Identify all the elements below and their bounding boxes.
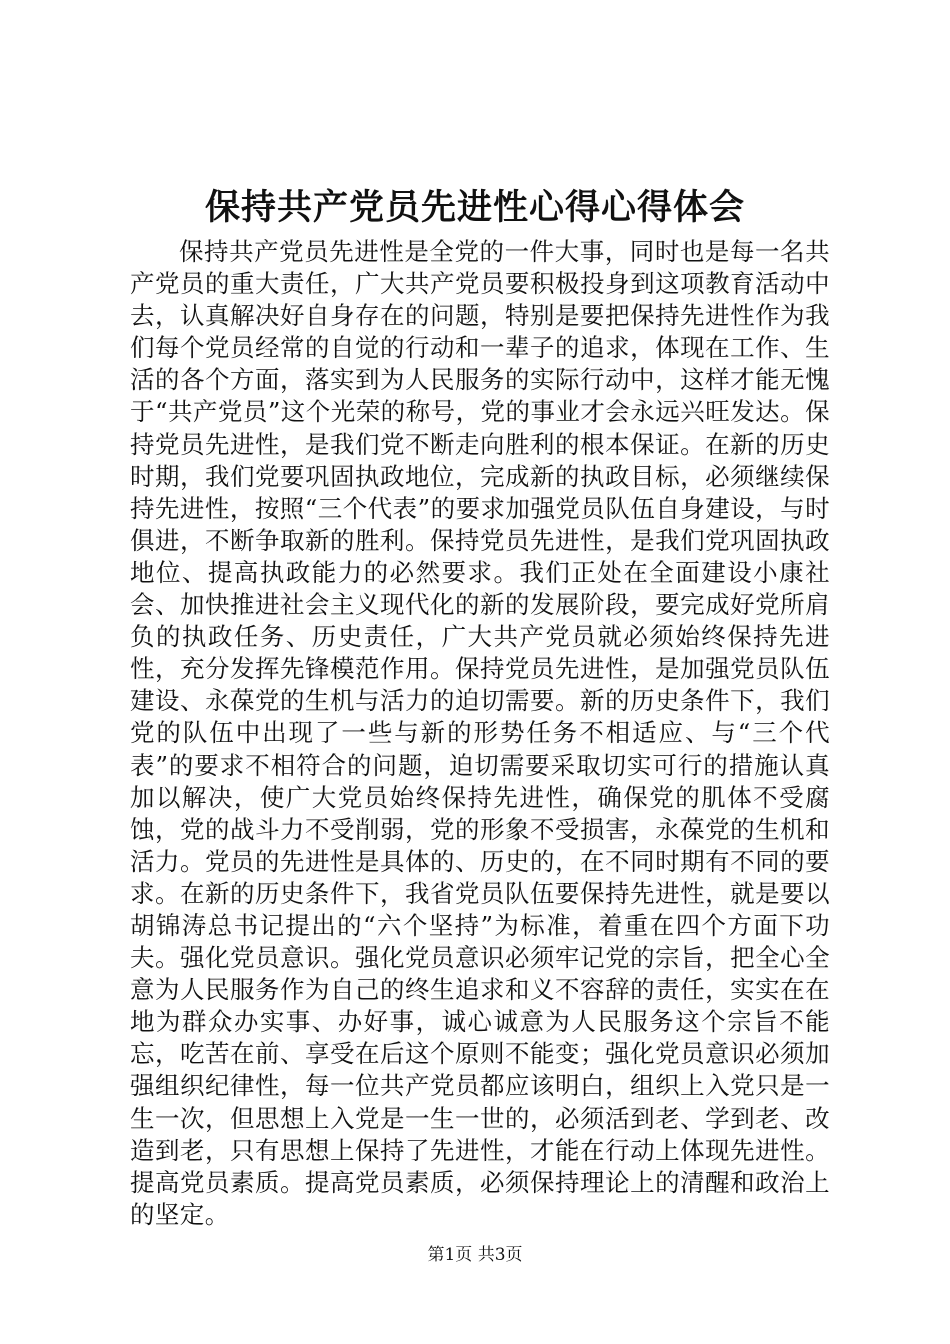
page-number-footer: 第1页 共3页	[427, 1245, 523, 1265]
document-title: 保持共产党员先进性心得心得体会	[204, 188, 745, 228]
document-body-paragraph: 保持共产党员先进性是全党的一件大事，同时也是每一名共产党员的重大责任，广大共产党员要积极投身到这项教育活动中去，认真解决好自身存在的问题，特别是要把保持先进性作为我们每个党员经常的自觉的行动和一辈子的追求，体现在工作、生活的各个方面，落实到为人民服务的实际行动中，这样才能无愧于“共产党员”这个光荣的称号，党的事业才会永远兴旺发达。保持党员先进性，是我们党不断走向胜利的根本保证。在新的历史时期，我们党要巩固执政地位，完成新的执政目标，必须继续保持先进性，按照“三个代表”的要求加强党员队伍自身建设，与时俱进，不断争取新的胜利。保持党员先进性，是我们党巩固执政地位、提高执政能力的必然要求。我们正处在全面建设小康社会、加快推进社会主义现代化的新的发展阶段，要完成好党所肩负的执政任务、历史责任，广大共产党员就必须始终保持先进性，充分发挥先锋模范作用。保持党员先进性，是加强党员队伍建设、永葆党的生机与活力的迫切需要。新的历史条件下，我们党的队伍中出现了一些与新的形势任务不相适应、与“三个代表”的要求不相符合的问题，迫切需要采取切实可行的措施认真加以解决，使广大党员始终保持先进性，确保党的肌体不受腐蚀，党的战斗力不受削弱，党的形象不受损害，永葆党的生机和活力。党员的先进性是具体的、历史的，在不同时期有不同的要求。在新的历史条件下，我省党员队伍要保持先进性，就是要以胡锦涛总书记提出的“六个坚持”为标准，着重在四个方面下功夫。强化党员意识。强化党员意识必须牢记党的宗旨，把全心全意为人民服务作为自己的终生追求和义不容辞的责任，实实在在地为群众办实事、办好事，诚心诚意为人民服务这个宗旨不能忘，吃苦在前、享受在后这个原则不能变；强化党员意识必须加强组织纪律性，每一位共产党员都应该明白，组织上入党只是一生一次，但思想上入党是一生一世的，必须活到老、学到老、改造到老，只有思想上保持了先进性，才能在行动上体现先进性。提高党员素质。提高党员素质，必须保持理论上的清醒和政治上的坚定。	[130, 237, 830, 1229]
